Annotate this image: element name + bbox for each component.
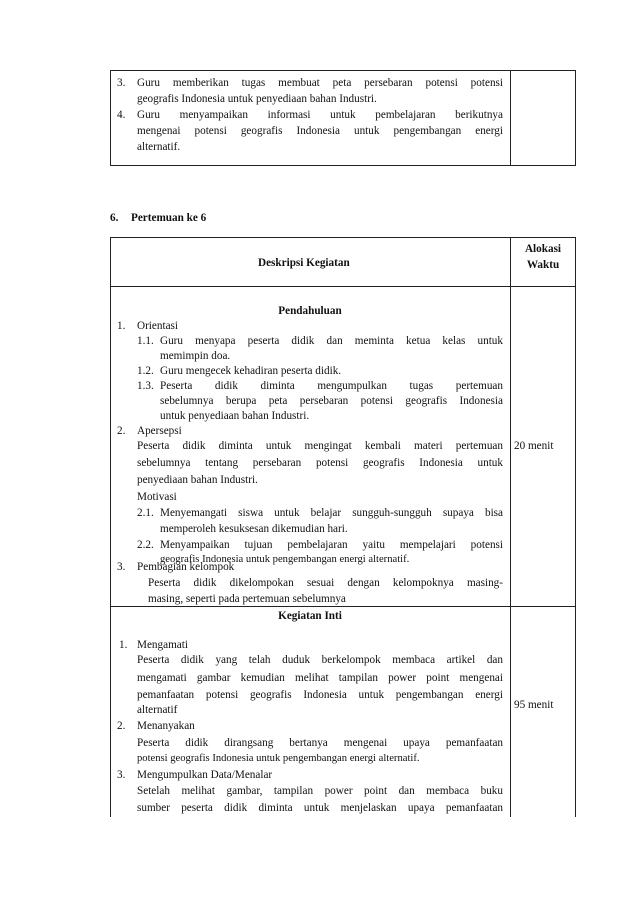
orientasi-1-3-line-3: untuk penyediaan bahan Industri. xyxy=(160,410,310,422)
apersepsi-label: Apersepsi xyxy=(137,425,182,437)
orientasi-1-3-line-1: Peserta didik diminta mengumpulkan tugas pertemuan xyxy=(160,380,503,392)
orientasi-1-2-line-1: Guru mengecek kehadiran peserta didik. xyxy=(160,365,342,377)
motivasi-label: Motivasi xyxy=(137,491,177,503)
mengamati-label: Mengamati xyxy=(137,639,188,651)
header-description: Deskripsi Kegiatan xyxy=(258,257,350,269)
apersepsi-line-1: Peserta didik diminta untuk mengingat kembali materi pertemuan xyxy=(137,440,503,452)
orientasi-1-1-number: 1.1. xyxy=(137,335,154,347)
mengamati-line-3: pemanfaatan potensi geografis Indonesia untuk pengembangan energi xyxy=(137,689,503,701)
menanyakan-number: 2. xyxy=(117,720,126,732)
orientasi-1-1-line-1: Guru menyapa peserta didik dan meminta ketua kelas untuk xyxy=(160,335,503,347)
apersepsi-line-3: penyediaan bahan Industri. xyxy=(137,474,258,486)
motivasi-2-2-number: 2.2. xyxy=(137,539,154,551)
prev-item-3-number: 3. xyxy=(117,77,126,89)
motivasi-2-2-line-2: geografis Indonesia untuk pengembangan energi alternatif. xyxy=(160,554,410,565)
mengumpulkan-number: 3. xyxy=(117,769,126,781)
prev-item-4-number: 4. xyxy=(117,109,126,121)
mengamati-line-2: mengamati gambar kemudian melihat tampilan power point mengenai xyxy=(137,672,503,684)
motivasi-2-1-number: 2.1. xyxy=(137,507,154,519)
orientasi-label: Orientasi xyxy=(137,320,179,332)
kelompok-number: 3. xyxy=(117,561,126,573)
orientasi-1-2-number: 1.2. xyxy=(137,365,154,377)
kelompok-label: Pembagian kelompok xyxy=(137,561,235,573)
menanyakan-line-1: Peserta didik dirangsang bertanya mengenai upaya pemanfaatan xyxy=(137,737,503,749)
orientasi-1-1-line-2: memimpin doa. xyxy=(160,350,231,362)
table-column-divider xyxy=(510,237,511,817)
header-allocation-line-2: Waktu xyxy=(526,259,560,271)
previous-table-divider xyxy=(510,70,511,166)
mengumpulkan-line-2: sumber peserta didik diminta untuk menjelaskan upaya pemanfaatan xyxy=(137,802,503,814)
inti-title: Kegiatan Inti xyxy=(278,610,342,622)
prev-item-4-line-3: alternatif. xyxy=(137,141,181,153)
pendahuluan-row-divider xyxy=(110,606,576,607)
prev-item-4-line-1: Guru menyampaikan informasi untuk pembelajaran berikutnya xyxy=(137,109,503,121)
section-title: Pertemuan ke 6 xyxy=(131,212,207,224)
motivasi-2-1-line-2: memperoleh kesuksesan dikemudian hari. xyxy=(160,523,348,535)
header-row-divider xyxy=(110,286,576,287)
kelompok-line-1: Peserta didik dikelompokan sesuai dengan kelompoknya masing- xyxy=(148,577,503,589)
kelompok-line-2: masing, seperti pada pertemuan sebelumnya xyxy=(148,593,346,605)
prev-item-3-line-1: Guru memberikan tugas membuat peta persebaran potensi potensi xyxy=(137,77,503,89)
inti-time: 95 menit xyxy=(514,699,554,711)
menanyakan-label: Menanyakan xyxy=(137,720,195,732)
apersepsi-line-2: sebelumnya tentang persebaran potensi geografis Indonesia untuk xyxy=(137,457,503,469)
mengumpulkan-label: Mengumpulkan Data/Menalar xyxy=(137,769,273,781)
prev-item-3-line-2: geografis Indonesia untuk penyediaan bahan Industri. xyxy=(137,93,377,105)
mengumpulkan-line-1: Setelah melihat gambar, tampilan power point dan membaca buku xyxy=(137,785,503,797)
section-number: 6. xyxy=(110,212,119,224)
menanyakan-line-2: potensi geografis Indonesia untuk pengembangan energi alternatif. xyxy=(137,753,420,764)
mengamati-line-1: Peserta didik yang telah duduk berkelompok membaca artikel dan xyxy=(137,654,503,666)
motivasi-2-1-line-1: Menyemangati siswa untuk belajar sungguh-sungguh supaya bisa xyxy=(160,507,503,519)
orientasi-1-3-line-2: sebelumnya berupa peta persebaran potensi geografis Indonesia xyxy=(160,395,503,407)
apersepsi-number: 2. xyxy=(117,425,126,437)
prev-item-4-line-2: mengenai potensi geografis Indonesia untuk pengembangan energi xyxy=(137,125,503,137)
orientasi-1-3-number: 1.3. xyxy=(137,380,154,392)
motivasi-2-2-line-1: Menyampaikan tujuan pembelajaran yaitu mempelajari potensi xyxy=(160,539,503,551)
pendahuluan-time: 20 menit xyxy=(514,440,554,452)
pendahuluan-title: Pendahuluan xyxy=(278,305,342,317)
mengamati-line-4: alternatif xyxy=(137,704,178,716)
header-allocation-line-1: Alokasi xyxy=(524,243,562,255)
mengamati-number: 1. xyxy=(119,639,128,651)
orientasi-number: 1. xyxy=(117,320,126,332)
